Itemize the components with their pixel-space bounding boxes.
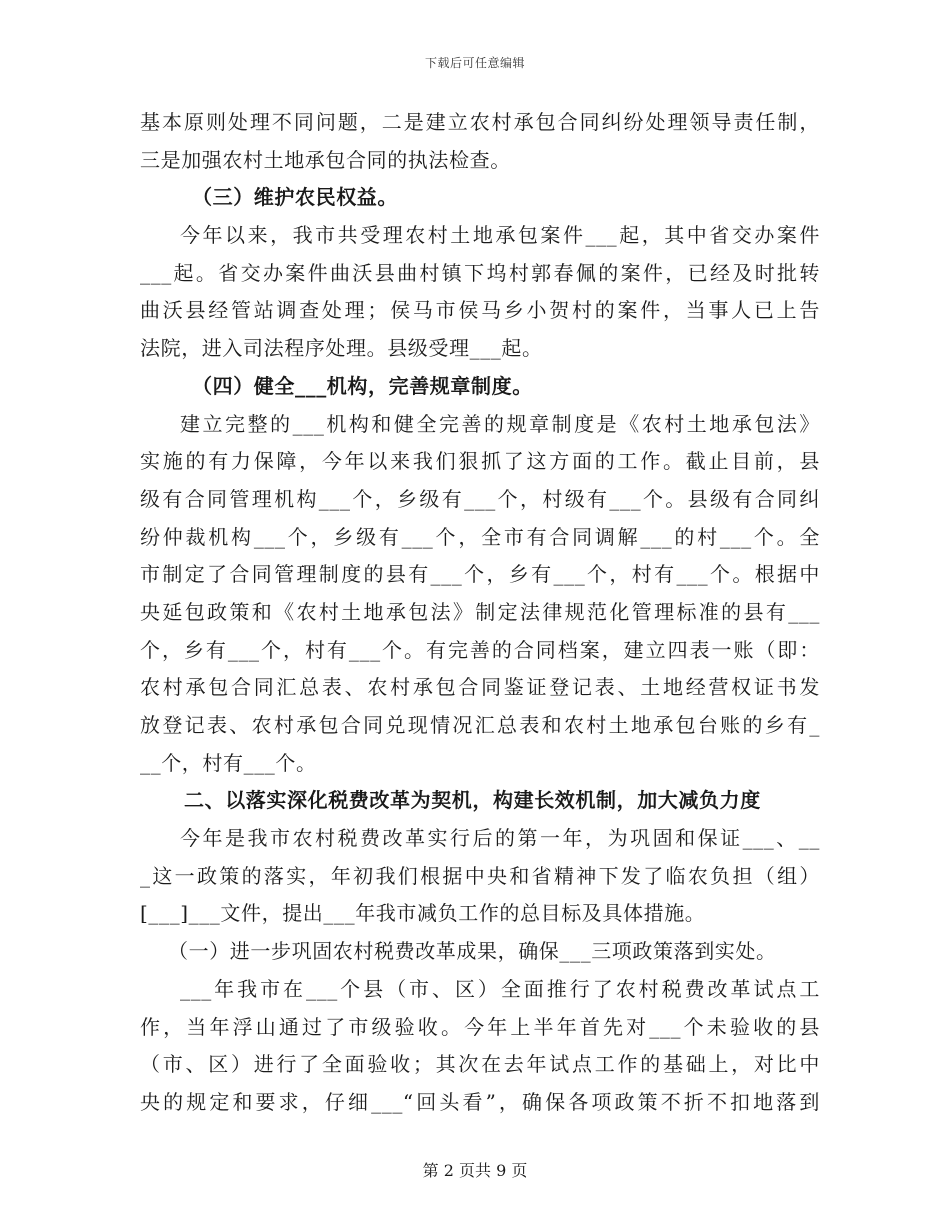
- document-body: [140, 104, 820, 1122]
- page-footer: 第 2 页共 9 页: [422, 1161, 528, 1180]
- body-line: 央延包政策和《农村土地承包法》制定法律规范化管理标准的县有___: [140, 599, 820, 624]
- body-line: 建立完整的___机构和健全完善的规章制度是《农村土地承包法》: [180, 411, 820, 436]
- subsection-heading: （一）进一步巩固农村税费改革成果，确保___三项政策落到实处。: [168, 939, 777, 964]
- body-line: （市、区）进行了全面验收；其次在去年试点工作的基础上，对比中: [140, 1052, 820, 1077]
- body-line: ___年我市在___个县（市、区）全面推行了农村税费改革试点工: [180, 976, 820, 1001]
- body-line: 三是加强农村土地承包合同的执法检查。: [140, 147, 511, 172]
- body-line: 实施的有力保障，今年以来我们狠抓了这方面的工作。截止目前，县: [140, 449, 820, 474]
- page-header-note: 下载后可任意编辑: [424, 56, 525, 70]
- body-line: 今年是我市农村税费改革实行后的第一年，为巩固和保证___、__: [180, 826, 820, 851]
- body-line: [___]___文件，提出___年我市减负工作的总目标及具体措施。: [140, 901, 706, 926]
- body-line: 放登记表、农村承包合同兑现情况汇总表和农村土地承包台账的乡有_: [140, 713, 820, 737]
- body-line: 个，乡有___个，村有___个。有完善的合同档案，建立四表一账（即：: [140, 637, 820, 662]
- body-line: 基本原则处理不同问题，二是建立农村承包合同纠纷处理领导责任制，: [140, 110, 820, 134]
- section-heading: 二、以落实深化税费改革为契机，构建长效机制，加大减负力度: [184, 788, 761, 813]
- body-line: ___起。省交办案件曲沃县曲村镇下坞村郭春佩的案件，已经及时批转: [140, 260, 820, 285]
- body-line: _这一政策的落实，年初我们根据中央和省精神下发了临农负担（组）: [140, 863, 820, 888]
- section-heading: （三）维护农民权益。: [192, 185, 398, 210]
- body-line: 市制定了合同管理制度的县有___个，乡有___个，村有___个。根据中: [140, 562, 820, 587]
- body-line: 农村承包合同汇总表、农村承包合同鉴证登记表、土地经营权证书发: [140, 675, 820, 700]
- body-line: 央的规定和要求，仔细___“回头看”，确保各项政策不折不扣地落到: [140, 1089, 820, 1114]
- body-line: 作，当年浮山通过了市级验收。今年上半年首先对___个未验收的县: [140, 1014, 820, 1039]
- body-line: 级有合同管理机构___个，乡级有___个，村级有___个。县级有合同纠: [140, 486, 820, 511]
- section-heading: （四）健全___机构，完善规章制度。: [192, 373, 533, 398]
- body-line: 法院，进入司法程序处理。县级受理___起。: [140, 336, 543, 361]
- body-line: 纷仲裁机构___个，乡级有___个，全市有合同调解___的村___个。全: [140, 524, 820, 549]
- body-line: 今年以来，我市共受理农村土地承包案件___起，其中省交办案件: [180, 223, 820, 248]
- body-line: 曲沃县经管站调查处理；侯马市侯马乡小贺村的案件，当事人已上告: [140, 298, 820, 323]
- body-line: __个，村有___个。: [140, 750, 317, 775]
